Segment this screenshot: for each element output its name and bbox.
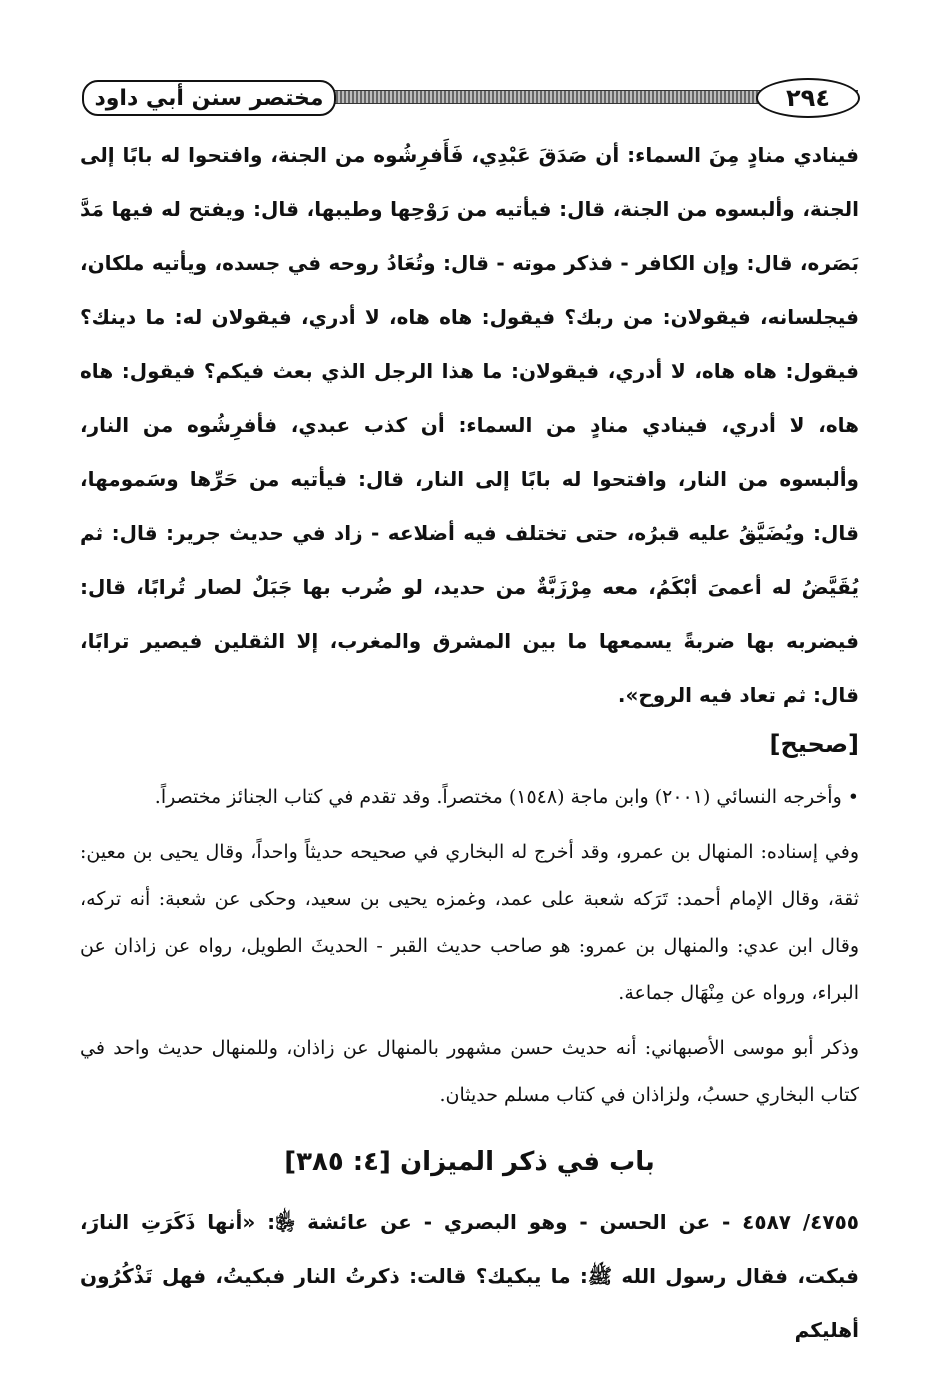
book-title: مختصر سنن أبي داود [82, 80, 336, 116]
next-hadith: ٤٧٥٥/ ٤٥٨٧ - عن الحسن - وهو البصري - عن عائشة ﵂: «أنها ذَكَرَتِ النارَ، فبكت، فقال رسول الله ﷺ: ما يبكيك؟ قالت: ذكرتُ النار فبكيتُ، فهل تَذْكُرُون أهليكم [80, 1210, 859, 1342]
hadith-continuation: فينادي منادٍ مِنَ السماء: أن صَدَقَ عَبْدِي، فَأَفرِشُوه من الجنة، وافتحوا له بابًا إلى الجنة، وألبسوه من الجنة، قال: فيأتيه من رَوْحِها وطيبها، قال: ويفتح له فيها مَدَّ بَصَره، قال: وإن الكافر - فذكر موته - قال: وتُعَادُ روحه في جسده، ويأتيه ملكان، فيجلسانه، فيقولان: من ربك؟ فيقول: هاه هاه، لا أدري، فيقولان له: ما دينك؟ فيقول: هاه هاه، لا أدري، فيقولان: ما هذا الرجل الذي بعث فيكم؟ فيقول: هاه هاه، لا أدري، فينادي منادٍ من السماء: أن كذب عبدي، فأفرِشُوه من النار، وألبسوه من النار، وافتحوا له بابًا إلى النار، قال: فيأتيه من حَرِّها وسَمومها، قال: ويُضَيَّقُ عليه قبرُه، حتى تختلف فيه أضلاعه - زاد في حديث جرير: قال: ثم يُقَيَّضُ له أعمىَ أبْكَمُ، معه مِرْزَبَّةٌ من حديد، لو ضُرب بها جَبَلٌ لصار تُرابًا، قال: فيضربه بها ضربةً يسمعها ما بين المشرق والمغرب، إلا الثقلين فيصير ترابًا، قال: ثم تعاد فيه الروح». [80, 143, 859, 707]
takhrij-note: • وأخرجه النسائي (٢٠٠١) وابن ماجة (١٥٤٨) مختصراً. وقد تقدم في كتاب الجنائز مختصراً. [154, 786, 859, 808]
commentary-note: وذكر أبو موسى الأصبهاني: أنه حديث حسن مشهور بالمنهال عن زاذان، وللمنهال حديث واحد في كتاب البخاري حسبُ، ولزاذان في كتاب مسلم حديثان. [80, 1037, 859, 1106]
hadith-grade: [صحيح] [769, 730, 859, 758]
page-number: ٢٩٤ [756, 78, 860, 118]
page-header [82, 70, 868, 120]
page-body [80, 128, 859, 1357]
isnad-note: وفي إسناده: المنهال بن عمرو، وقد أخرج له البخاري في صحيحه حديثاً واحداً، وقال يحيى بن معين: ثقة، وقال الإمام أحمد: تَرَكه شعبة على عمد، وغمزه يحيى بن سعيد، وحكى عن شعبة: أنه تركه، وقال ابن عدي: والمنهال بن عمرو: هو صاحب حديث القبر - الحديثَ الطويل، رواه عن زاذان عن البراء، ورواه عن مِنْهَال جماعة. [80, 841, 859, 1004]
chapter-title: باب في ذكر الميزان [٤: ٣٨٥] [284, 1147, 655, 1177]
